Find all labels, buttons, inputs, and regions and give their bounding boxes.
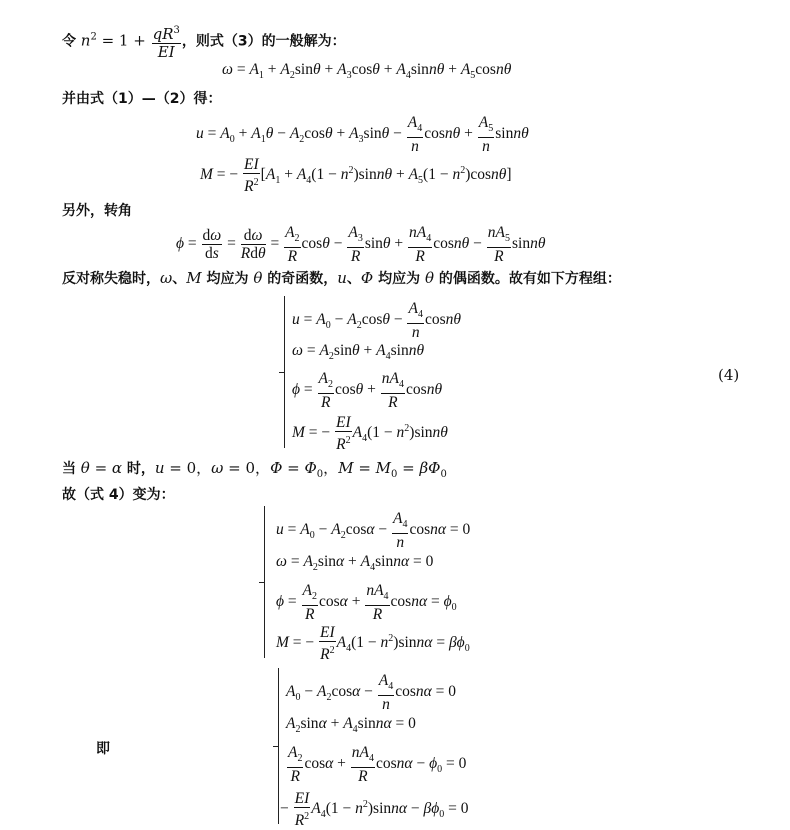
- system4-row-M: M = − $\frac{EI}{R^2}$ $A_4(1 - n^2)\sin n\theta$: [292, 414, 448, 454]
- brace-system-5: [264, 506, 265, 658]
- brace-system-4: [284, 296, 285, 448]
- equation-omega-general: $\omega = A_1 + A_2\sin\theta + A_3\cos\theta + A_4\sin n\theta + A_5\cos n\theta$: [222, 61, 512, 82]
- text-line-namely: 即: [96, 741, 110, 757]
- text-line-def-n: 令 $n^2 = 1$ + $\frac{qR^3}{EI}$ ，则式（3）的一般解为：: [62, 22, 346, 61]
- system6-row-1: $A_0 - A_2\cos\alpha$ − $\frac{A_4}{n}$ cosnα = 0: [286, 672, 457, 714]
- brace-system-6: [278, 668, 279, 824]
- text-line-antisymmetric: 反对称失稳时，ω、M 均应为 θ 的奇函数，u、Φ 均应为 θ 的偶函数。故有如下方程组：: [62, 269, 621, 287]
- text-line-boundary: 当 θ = α 时，u = 0，ω = 0，$\Phi = \Phi_0$，$M = M_0 = \beta\Phi_0$: [62, 459, 447, 480]
- equation-M-general: M = − $\frac{EI}{R^2}$ $[A_1 + A_4(1 - n^2)\sin n\theta + A_5(1 - n^2)\cos n\theta]$: [200, 156, 512, 196]
- equation-phi-general: ϕ = $\frac{d\omega}{ds}$ = dω Rdθ = $\frac{A_2}{R}$ cosθ − $\frac{A_3}{R}$ sinθ + $\frac{nA_4}{R}$ cosnθ − $\frac{nA_5}{R}$ sinnθ: [176, 224, 546, 266]
- system5-row-omega: $\omega = A_2\sin\alpha + A_4\sin n\alpha = 0$: [276, 553, 434, 574]
- system5-row-phi: ϕ = $\frac{A_2}{R}$ cosα + $\frac{nA_4}{R}$ $\cos n\alpha = \phi_0$: [276, 582, 457, 624]
- system5-row-M: M = − $\frac{EI}{R^2}$ $A_4(1 - n^2)\sin n\alpha = \beta\phi_0$: [276, 624, 470, 664]
- system4-row-u: $u = A_0 - A_2\cos\theta$ − $\frac{A_4}{n}$ cosnθ: [292, 300, 461, 342]
- text-line-rotation: 另外，转角: [62, 203, 132, 219]
- system6-row-2: $A_2\sin\alpha + A_4\sin n\alpha = 0$: [286, 715, 416, 736]
- system4-row-phi: ϕ = $\frac{A_2}{R}$ cosθ + $\frac{nA_4}{R}$ cosnθ: [292, 370, 443, 412]
- text-line-becomes: 故（式 4）变为：: [62, 487, 175, 503]
- system4-row-omega: $\omega = A_2\sin\theta + A_4\sin n\theta$: [292, 342, 425, 363]
- system6-row-3: $\frac{A_2}{R}$ cosα + $\frac{nA_4}{R}$ $\cos n\alpha - \phi_0 = 0$: [288, 744, 467, 786]
- equation-u-general: $u = A_0 + A_1\theta - A_2\cos\theta + A_3\sin\theta$ − $\frac{A_4}{n}$ cosnθ + $\frac{A_5}{n}$ sinnθ: [196, 114, 529, 156]
- system5-row-u: $u = A_0 - A_2\cos\alpha$ − $\frac{A_4}{n}$ cosnα = 0: [276, 510, 471, 552]
- equation-number-4: (4): [718, 366, 740, 384]
- system6-row-4: − $\frac{EI}{R^2}$ $A_4(1 - n^2)\sin n\alpha - \beta\phi_0 = 0$: [280, 790, 469, 830]
- text-line-from-eq: 并由式（1）—（2）得：: [62, 91, 222, 107]
